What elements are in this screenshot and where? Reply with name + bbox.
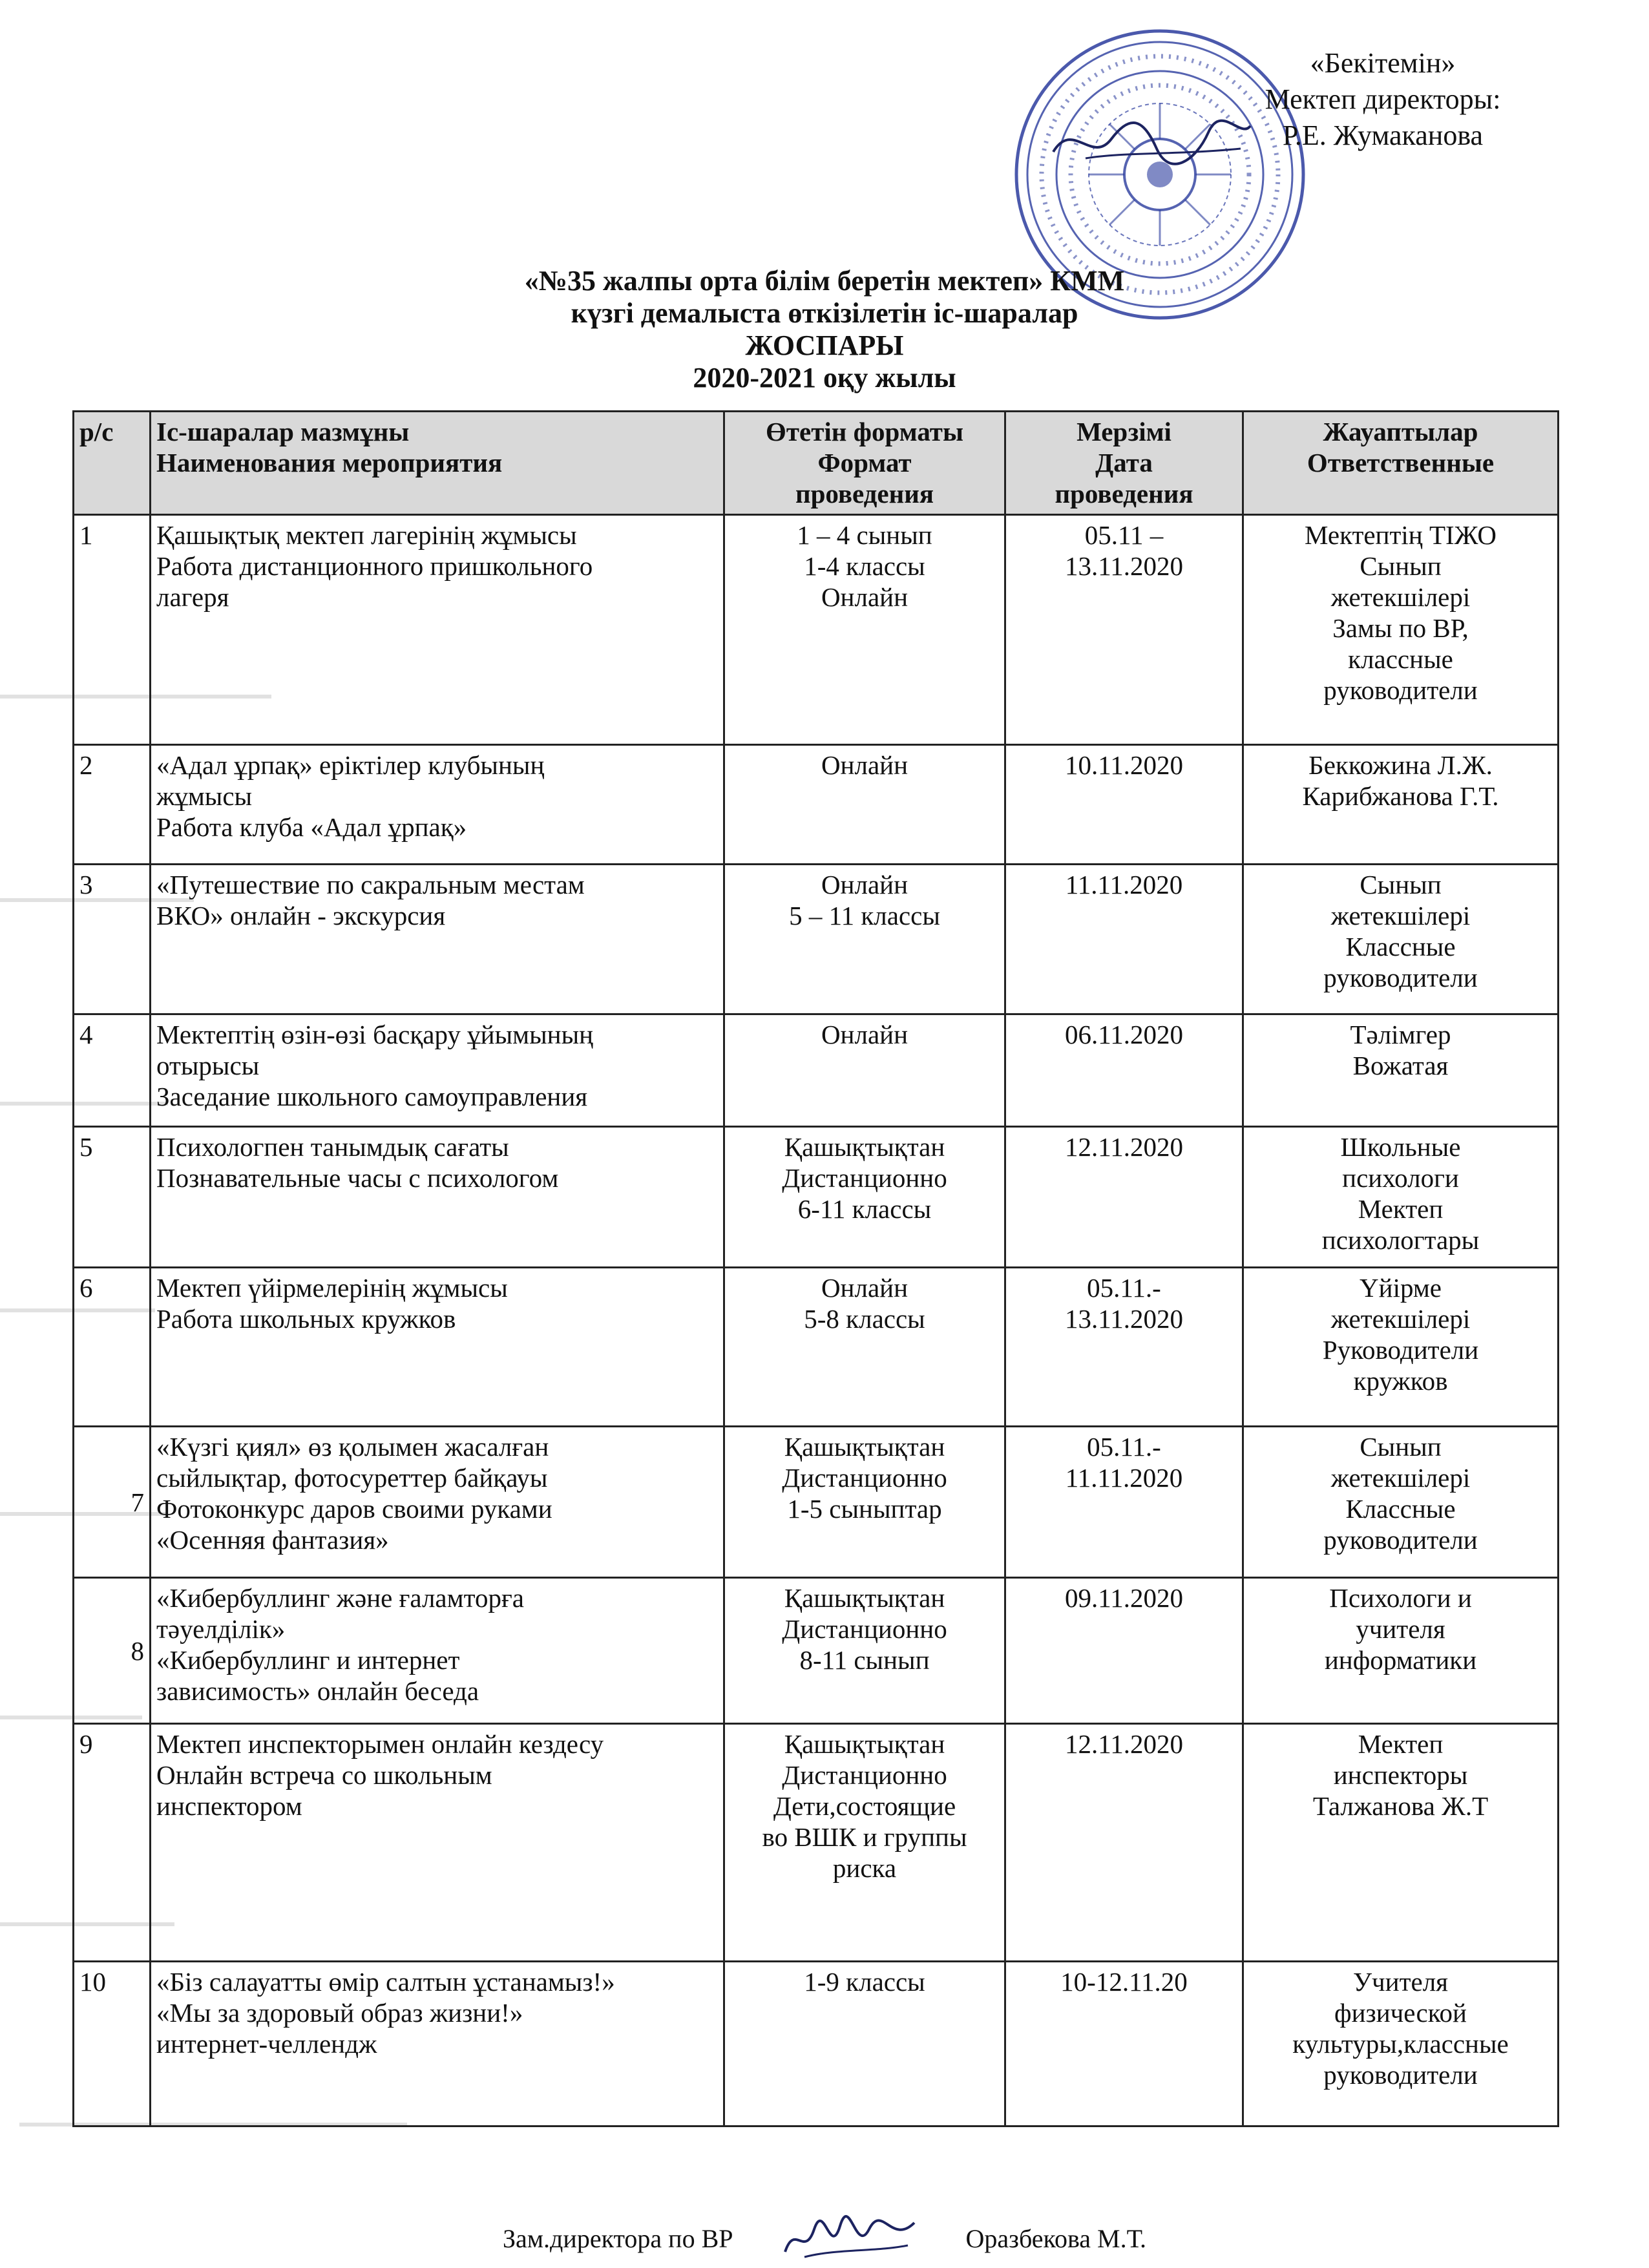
row-number: 8 <box>74 1578 151 1724</box>
document-title <box>0 265 1649 394</box>
event-date: 05.11.- 11.11.2020 <box>1005 1427 1243 1578</box>
event-format: Қашықтықтан Дистанционно 6-11 классы <box>724 1127 1005 1268</box>
row-number: 9 <box>74 1724 151 1962</box>
event-format: Онлайн 5-8 классы <box>724 1268 1005 1427</box>
events-plan-table <box>72 410 1559 2127</box>
row-number: 1 <box>74 515 151 745</box>
event-name: «Күзгі қиял» өз қолымен жасалған сыйлықтар, фотосуреттер байқауы Фотоконкурс даров своими руками «Осенняя фантазия» <box>151 1427 724 1578</box>
event-responsible: Сынып жетекшілері Классные руководители <box>1243 865 1559 1014</box>
table-row <box>74 1014 1559 1127</box>
event-date: 10-12.11.20 <box>1005 1962 1243 2126</box>
event-name: «Путешествие по сакральным местам ВКО» онлайн - экскурсия <box>151 865 724 1014</box>
approval-heading: «Бекітемін» <box>1310 47 1456 79</box>
table-header-row <box>74 412 1559 515</box>
event-responsible: Мектеп инспекторы Талжанова Ж.Т <box>1243 1724 1559 1962</box>
event-responsible: Психологи и учителя информатики <box>1243 1578 1559 1724</box>
event-format: Онлайн 5 – 11 классы <box>724 865 1005 1014</box>
event-name: «Біз салауатты өмір салтын ұстанамыз!» «Мы за здоровый образ жизни!» интернет-челлендж <box>151 1962 724 2126</box>
approval-director-name: Р.Е. Жумаканова <box>1282 120 1484 151</box>
event-format: Онлайн <box>724 745 1005 865</box>
approval-position: Мектеп директоры: <box>1265 83 1501 115</box>
row-number: 2 <box>74 745 151 865</box>
event-format: Қашықтықтан Дистанционно 8-11 сынып <box>724 1578 1005 1724</box>
event-name: Мектеп инспекторымен онлайн кездесу Онлайн встреча со школьным инспектором <box>151 1724 724 1962</box>
event-format: Қашықтықтан Дистанционно 1-5 сыныптар <box>724 1427 1005 1578</box>
title-line-year: 2020-2021 оқу жылы <box>693 362 956 394</box>
table-row <box>74 1427 1559 1578</box>
table-row <box>74 1962 1559 2126</box>
header-responsible: Жауаптылар Ответственные <box>1243 412 1559 515</box>
event-date: 12.11.2020 <box>1005 1127 1243 1268</box>
event-name: «Кибербуллинг және ғаламторға тәуелділік» «Кибербуллинг и интернет зависимость» онлайн беседа <box>151 1578 724 1724</box>
event-responsible: Беккожина Л.Ж. Карибжанова Г.Т. <box>1243 745 1559 865</box>
table-row <box>74 1127 1559 1268</box>
deputy-position: Зам.директора по ВР <box>502 2224 733 2253</box>
row-number: 10 <box>74 1962 151 2126</box>
row-number: 7 <box>74 1427 151 1578</box>
event-date: 12.11.2020 <box>1005 1724 1243 1962</box>
header-date: Мерзімі Дата проведения <box>1005 412 1243 515</box>
deputy-name: Оразбекова М.Т. <box>965 2224 1147 2253</box>
event-responsible: Тәлімгер Вожатая <box>1243 1014 1559 1127</box>
title-line-subject: күзгі демалыста өткізілетін іс-шаралар <box>571 297 1078 329</box>
approval-block <box>1202 45 1564 154</box>
table-row <box>74 1724 1559 1962</box>
header-format: Өтетін форматы Формат проведения <box>724 412 1005 515</box>
header-event-name: Іс-шаралар мазмұны Наименования мероприятия <box>151 412 724 515</box>
row-number: 4 <box>74 1014 151 1127</box>
event-name: Психологпен танымдық сағаты Познавательные часы с психологом <box>151 1127 724 1268</box>
event-responsible: Сынып жетекшілері Классные руководители <box>1243 1427 1559 1578</box>
event-date: 11.11.2020 <box>1005 865 1243 1014</box>
header-number: р/с <box>74 412 151 515</box>
event-date: 05.11.- 13.11.2020 <box>1005 1268 1243 1427</box>
signature-footer <box>0 2213 1649 2265</box>
title-line-school: «№35 жалпы орта білім беретін мектеп» КММ <box>524 265 1125 297</box>
event-responsible: Школьные психологи Мектеп психологтары <box>1243 1127 1559 1268</box>
table-row <box>74 1268 1559 1427</box>
table-row <box>74 745 1559 865</box>
event-format: 1 – 4 сынып 1-4 классы Онлайн <box>724 515 1005 745</box>
row-number: 5 <box>74 1127 151 1268</box>
table-row <box>74 865 1559 1014</box>
event-date: 06.11.2020 <box>1005 1014 1243 1127</box>
title-line-plan: ЖОСПАРЫ <box>745 330 904 361</box>
event-responsible: Учителя физической культуры,классные руководители <box>1243 1962 1559 2126</box>
event-name: «Адал ұрпақ» еріктілер клубының жұмысы Работа клуба «Адал ұрпақ» <box>151 745 724 865</box>
table-row <box>74 515 1559 745</box>
row-number: 6 <box>74 1268 151 1427</box>
event-date: 09.11.2020 <box>1005 1578 1243 1724</box>
event-date: 10.11.2020 <box>1005 745 1243 865</box>
event-format: Онлайн <box>724 1014 1005 1127</box>
event-date: 05.11 – 13.11.2020 <box>1005 515 1243 745</box>
event-format: Қашықтықтан Дистанционно Дети,состоящие во ВШК и группы риска <box>724 1724 1005 1962</box>
event-name: Мектептің өзін-өзі басқару ұйымының отырысы Заседание школьного самоуправления <box>151 1014 724 1127</box>
event-format: 1-9 классы <box>724 1962 1005 2126</box>
event-name: Қашықтық мектеп лагерінің жұмысы Работа дистанционного пришкольного лагеря <box>151 515 724 745</box>
event-responsible: Мектептің ТІЖО Сынып жетекшілері Замы по ВР, классные руководители <box>1243 515 1559 745</box>
row-number: 3 <box>74 865 151 1014</box>
event-name: Мектеп үйірмелерінің жұмысы Работа школьных кружков <box>151 1268 724 1427</box>
event-responsible: Үйірме жетекшілері Руководители кружков <box>1243 1268 1559 1427</box>
deputy-signature <box>779 2213 921 2265</box>
table-row <box>74 1578 1559 1724</box>
